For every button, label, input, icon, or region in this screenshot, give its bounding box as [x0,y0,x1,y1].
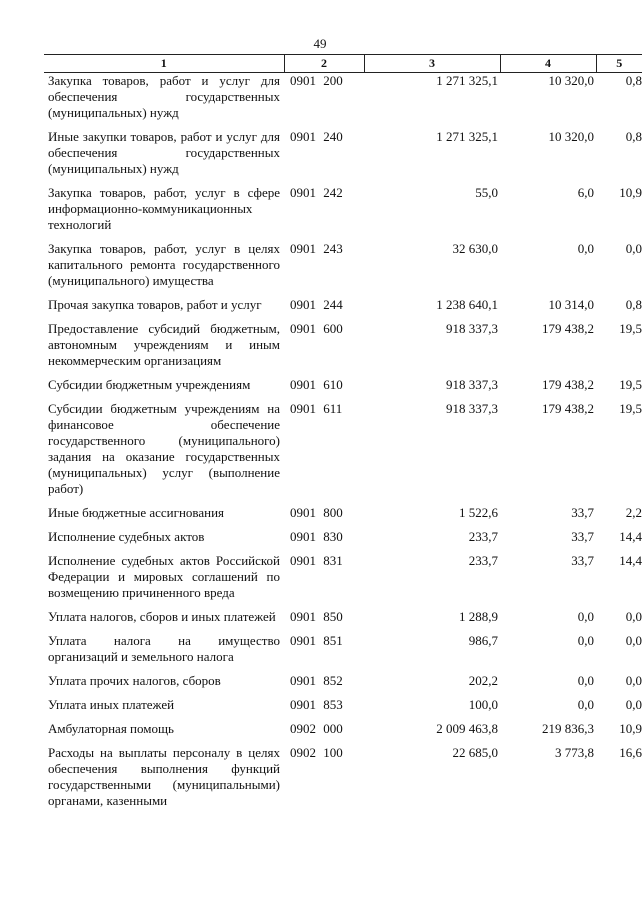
row-value-4: 179 438,2 [542,321,594,336]
row-value-5: 0,8 [625,73,642,88]
row-value-4: 3 773,8 [555,745,594,760]
row-name: Исполнение судебных актов [48,529,205,544]
row-spacer [44,233,642,241]
budget-table [44,54,642,809]
page-number: 49 [313,36,327,51]
row-value-3: 233,7 [468,529,498,544]
row-name: Субсидии бюджетным учреждениям на финансовое обеспечение государственного (муниципального) задания на оказание государственных (муниципальных) услуг (выполнение работ) [48,401,280,496]
row-value-4: 10 320,0 [548,129,594,144]
table-row [44,721,642,737]
row-spacer-cell [44,313,642,321]
row-spacer [44,289,642,297]
row-value-4: 10 320,0 [548,73,594,88]
row-name: Закупка товаров, работ и услуг для обеспечения государственных (муниципальных) нужд [48,73,280,120]
row-spacer [44,713,642,721]
row-spacer [44,121,642,129]
column-header-2: 2 [284,55,364,73]
table-row [44,745,642,809]
row-spacer-cell [44,665,642,673]
row-spacer-cell [44,233,642,241]
row-value-5: 10,9 [619,721,642,736]
row-value-3: 2 009 463,8 [436,721,498,736]
column-header-4: 4 [500,55,596,73]
row-value-5: 10,9 [619,185,642,200]
row-value-3: 1 238 640,1 [436,297,498,312]
row-value-4: 179 438,2 [542,401,594,416]
table-row [44,529,642,545]
row-spacer-cell [44,393,642,401]
table-row [44,185,642,233]
row-value-4: 0,0 [577,633,594,648]
row-spacer [44,313,642,321]
row-value-4: 179 438,2 [542,377,594,392]
row-name: Уплата прочих налогов, сборов [48,673,221,688]
table-row [44,401,642,497]
row-name: Закупка товаров, работ, услуг в целях капитального ремонта государственного (муниципального) имущества [48,241,280,288]
row-value-3: 22 685,0 [452,745,498,760]
row-spacer [44,369,642,377]
row-value-5: 0,0 [625,241,642,256]
table-row [44,633,642,665]
row-name: Иные закупки товаров, работ и услуг для обеспечения государственных (муниципальных) нужд [48,129,280,176]
row-code: 0901 200 [290,73,343,88]
row-name: Уплата налога на имущество организаций и земельного налога [48,633,280,664]
header-row [44,55,642,73]
row-spacer-cell [44,177,642,185]
table-row [44,505,642,521]
row-value-3: 1 522,6 [459,505,498,520]
row-code: 0901 850 [290,609,343,624]
column-header-5: 5 [596,55,642,73]
row-value-3: 233,7 [468,553,498,568]
row-name: Иные бюджетные ассигнования [48,505,225,520]
row-code: 0901 600 [290,321,343,336]
row-code: 0901 800 [290,505,343,520]
row-value-5: 2,2 [625,505,642,520]
row-value-4: 6,0 [577,185,594,200]
row-name: Расходы на выплаты персоналу в целях обеспечения выполнения функций государственными (муниципальными) органами, казенными [48,745,280,808]
row-code: 0901 244 [290,297,343,312]
row-name: Закупка товаров, работ, услуг в сфере информационно-коммуникационных технологий [48,185,280,232]
row-value-5: 0,0 [625,673,642,688]
row-spacer-cell [44,545,642,553]
row-value-5: 16,6 [619,745,642,760]
row-value-3: 202,2 [468,673,498,688]
row-value-4: 10 314,0 [548,297,594,312]
row-name: Предоставление субсидий бюджетным, автономным учреждениям и иным некоммерческим организациям [48,321,280,368]
row-value-4: 33,7 [571,553,594,568]
row-value-5: 0,0 [625,609,642,624]
row-spacer-cell [44,713,642,721]
table-row [44,241,642,289]
table-row [44,297,642,313]
row-spacer [44,497,642,505]
row-code: 0901 853 [290,697,343,712]
row-spacer-cell [44,121,642,129]
row-code: 0901 240 [290,129,343,144]
row-value-3: 32 630,0 [452,241,498,256]
row-value-5: 0,0 [625,633,642,648]
row-value-5: 0,8 [625,297,642,312]
row-spacer-cell [44,497,642,505]
row-name: Субсидии бюджетным учреждениям [48,377,251,392]
row-value-4: 0,0 [577,241,594,256]
row-code: 0901 852 [290,673,343,688]
table-row [44,697,642,713]
row-value-4: 219 836,3 [542,721,594,736]
row-value-5: 0,0 [625,697,642,712]
table-row [44,73,642,122]
table-row [44,673,642,689]
row-spacer-cell [44,689,642,697]
row-spacer [44,177,642,185]
table-row [44,609,642,625]
row-code: 0901 831 [290,553,343,568]
row-value-5: 19,5 [619,377,642,392]
row-name: Амбулаторная помощь [48,721,174,736]
table-row [44,377,642,393]
row-spacer [44,625,642,633]
row-spacer-cell [44,737,642,745]
row-spacer-cell [44,521,642,529]
table-row [44,553,642,601]
row-value-3: 986,7 [468,633,498,648]
row-value-4: 0,0 [577,697,594,712]
table-row [44,321,642,369]
row-value-3: 1 288,9 [459,609,498,624]
row-value-4: 0,0 [577,609,594,624]
row-value-5: 0,8 [625,129,642,144]
column-header-1: 1 [44,55,284,73]
row-spacer [44,521,642,529]
table-row [44,129,642,177]
row-value-3: 918 337,3 [446,401,498,416]
row-value-4: 33,7 [571,529,594,544]
row-spacer-cell [44,289,642,297]
row-code: 0901 242 [290,185,343,200]
row-name: Уплата иных платежей [48,697,175,712]
row-value-3: 100,0 [468,697,498,712]
row-value-5: 19,5 [619,401,642,416]
row-value-5: 14,4 [619,529,642,544]
row-value-3: 918 337,3 [446,377,498,392]
row-spacer-cell [44,369,642,377]
row-value-3: 55,0 [475,185,498,200]
row-name: Уплата налогов, сборов и иных платежей [48,609,276,624]
row-code: 0901 243 [290,241,343,256]
row-value-3: 918 337,3 [446,321,498,336]
row-spacer [44,665,642,673]
row-code: 0902 000 [290,721,343,736]
row-name: Исполнение судебных актов Российской Федерации и мировых соглашений по возмещению причиненного вреда [48,553,280,600]
row-value-3: 1 271 325,1 [436,73,498,88]
row-code: 0901 610 [290,377,343,392]
row-name: Прочая закупка товаров, работ и услуг [48,297,262,312]
row-spacer [44,393,642,401]
row-code: 0901 611 [290,401,343,416]
row-spacer [44,545,642,553]
table-body [44,73,642,810]
row-spacer [44,601,642,609]
row-value-4: 0,0 [577,673,594,688]
row-code: 0901 830 [290,529,343,544]
row-value-3: 1 271 325,1 [436,129,498,144]
row-spacer [44,689,642,697]
row-value-4: 33,7 [571,505,594,520]
row-code: 0902 100 [290,745,343,760]
row-value-5: 14,4 [619,553,642,568]
row-value-5: 19,5 [619,321,642,336]
row-code: 0901 851 [290,633,343,648]
row-spacer-cell [44,625,642,633]
row-spacer [44,737,642,745]
row-spacer-cell [44,601,642,609]
column-header-3: 3 [364,55,500,73]
